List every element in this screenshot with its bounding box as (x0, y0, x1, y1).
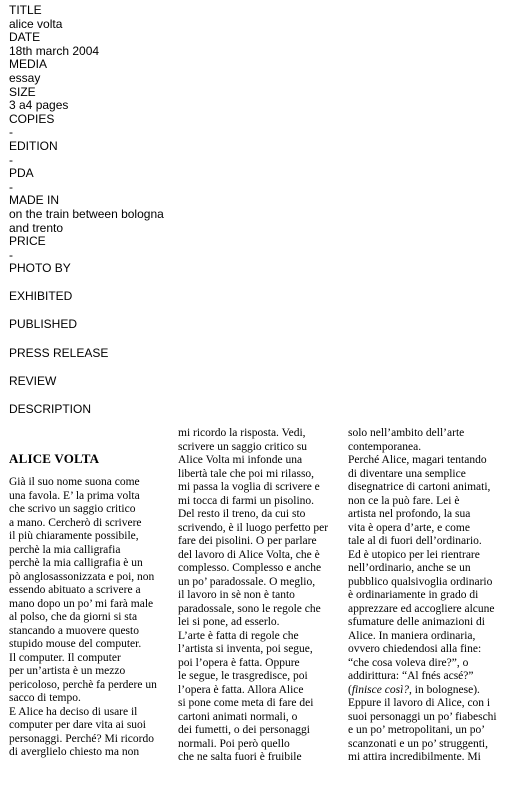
essay-line: Il computer. Il computer (9, 651, 121, 664)
essay-column-2 (178, 427, 328, 765)
metadata-gap (9, 304, 209, 319)
metadata-label: PRESS RELEASE (9, 345, 109, 360)
essay-line: “che cosa voleva dire?”, o (348, 656, 469, 669)
metadata-label: DATE (9, 30, 41, 45)
metadata-label: COPIES (9, 111, 55, 126)
metadata-label: PDA (9, 166, 34, 181)
essay-line: complesso. Complesso e anche (178, 562, 322, 574)
essay-line: personaggi. Perché? Mi ricordo (9, 732, 154, 745)
metadata-gap (9, 276, 209, 291)
essay-line: artista nel profondo, la sua (348, 508, 471, 520)
essay-column-3 (348, 427, 497, 765)
essay-line: Ed è utopico per lei rientrare (348, 548, 480, 561)
essay-line: che ne salta fuori è fruibile (178, 751, 302, 763)
metadata-value: 3 a4 pages (9, 98, 69, 113)
essay-line: del lavoro di Alice Volta, che è (178, 548, 320, 561)
essay-line: mi tocca di farmi un pisolino. (178, 494, 315, 507)
metadata-label: EXHIBITED (9, 289, 73, 304)
essay-line: le segue, le trasgredisce, poi (178, 670, 308, 682)
metadata-value: essay (9, 70, 41, 85)
essay-line: perchè la mia calligrafia (9, 543, 121, 556)
essay-line: nell’ordinario, anche se un (348, 562, 471, 574)
essay-line: lei si pone, ad esserlo. (178, 616, 280, 628)
metadata-label: TITLE (9, 3, 42, 17)
essay-line: si pone come meta di fare dei (178, 697, 314, 709)
essay-line: a mano. Cercherò di scrivere (9, 516, 142, 529)
essay-line: Del resto il treno, da cui sto (178, 508, 306, 520)
essay-line: addirittura: “Al fnés acsé?” (348, 670, 474, 682)
essay-line: poi l’opera è fatta. Oppure (178, 656, 300, 669)
essay-line: Alice Volta mi infonde una (178, 454, 303, 466)
essay-line: mi ricordo la risposta. Vedi, (178, 427, 306, 439)
essay-line: per un’artista è un mezzo (9, 665, 126, 677)
essay-line: una favola. E’ la prima volta (9, 489, 140, 502)
metadata-value: - (9, 125, 13, 140)
metadata-gap (9, 360, 209, 375)
metadata-value: 18th march 2004 (9, 43, 100, 58)
metadata-value: alice volta (9, 16, 63, 31)
metadata-label: PUBLISHED (9, 317, 78, 332)
essay-line: mano dopo un po’ mi farà male (9, 597, 154, 610)
essay-line: pò anglosassonizzata e poi, non (9, 570, 155, 583)
essay-line: scrivere un saggio critico su (178, 440, 308, 453)
essay-line: fare dei pisolini. O per parlare (178, 535, 317, 547)
essay-line: scanzonati e un po’ struggenti, (348, 737, 488, 750)
metadata-value: on the train between bologna and trento (9, 206, 164, 235)
essay-line: Alice. In maniera ordinaria, (348, 629, 476, 642)
metadata-gap (9, 332, 209, 347)
essay-line: mi attira incredibilmente. Mi (348, 751, 481, 763)
metadata-list (9, 4, 209, 431)
essay-line: sfumature delle animazioni di (348, 616, 485, 628)
essay-line: al polso, che da giorni si sta (9, 611, 138, 623)
essay-line: vita è opera d’arte, e come (348, 521, 470, 534)
essay-line: tale al di fuori dell’ordinario. (348, 535, 482, 547)
essay-title: ALICE VOLTA (9, 451, 100, 466)
essay-line: l’opera è fatta. Allora Alice (178, 683, 304, 696)
essay-line: è ordinariamente in grado di (348, 589, 479, 601)
metadata-label: REVIEW (9, 373, 57, 388)
essay-line: perchè la mia calligrafia è un (9, 557, 143, 569)
metadata-label: DESCRIPTION (9, 401, 92, 416)
essay-line: E Alice ha deciso di usare il (9, 705, 138, 718)
essay-line: computer per dare vita ai suoi (9, 719, 146, 731)
essay-line: paradossale, sono le regole che (178, 602, 321, 615)
essay-line: mi passa la voglia di scrivere e (178, 481, 320, 493)
essay-line: il più chiaramente possibile, (9, 530, 139, 542)
essay-line: stupido mouse del computer. (9, 638, 142, 650)
metadata-label: MEDIA (9, 57, 48, 72)
essay-line: di diventare una semplice (348, 467, 466, 480)
metadata-label: PRICE (9, 234, 46, 249)
essay-line: Eppure il lavoro di Alice, con i (348, 697, 491, 709)
metadata-label: SIZE (9, 84, 36, 99)
essay-line: pericoloso, perchè fa perdere un (9, 678, 157, 691)
essay-line: l’artista si inventa, poi segue, (178, 643, 313, 655)
essay-column-1 (9, 476, 157, 760)
essay-line: contemporanea. (348, 440, 422, 453)
essay-line: di averglielo chiesto ma non (9, 746, 140, 758)
essay-line: un po’ paradossale. O meglio, (178, 575, 316, 588)
metadata-gap (9, 388, 209, 403)
essay-line: stancando a muovere questo (9, 624, 139, 637)
essay-line: Perché Alice, magari tentando (348, 454, 487, 466)
essay-line: non ce la può fare. Lei è (348, 494, 460, 507)
essay-line: sacco di tempo. (9, 692, 81, 704)
essay-line: Già il suo nome suona come (9, 476, 140, 488)
essay-line: (finisce così?, in bolognese). (348, 683, 480, 696)
essay-line: pubblico qualsivoglia ordinario (348, 575, 493, 588)
metadata-value: - (9, 179, 13, 194)
essay-line: il lavoro in sè non è tanto (178, 589, 295, 601)
essay-line: scrivendo, è il luogo perfetto per (178, 521, 329, 534)
metadata-label: EDITION (9, 138, 58, 153)
essay-line: disegnatrice di cartoni animati, (348, 481, 491, 493)
metadata-label: PHOTO BY (9, 261, 71, 276)
essay-line: dei fumetti, o dei personaggi (178, 724, 310, 736)
essay-line: che scrivo un saggio critico (9, 503, 136, 515)
essay-line: essendo abituato a scrivere a (9, 584, 141, 596)
essay-line: libertà tale che poi mi rilasso, (178, 467, 315, 480)
metadata-value: - (9, 152, 13, 167)
essay-line: suoi personaggi un po’ fiabeschi (348, 710, 497, 723)
essay-line: normali. Poi però quello (178, 737, 290, 750)
metadata-value: - (9, 247, 13, 262)
essay-line: ovvero chiedendosi alla fine: (348, 643, 482, 655)
essay-line: cartoni animati normali, o (178, 710, 298, 723)
essay-line: e un po’ metropolitani, un po’ (348, 724, 486, 736)
metadata-label: MADE IN (9, 193, 60, 208)
essay-line: solo nell’ambito dell’arte (348, 427, 465, 439)
essay-line: apprezzare ed accogliere alcune (348, 602, 495, 615)
essay-line: L’arte è fatta di regole che (178, 629, 299, 642)
